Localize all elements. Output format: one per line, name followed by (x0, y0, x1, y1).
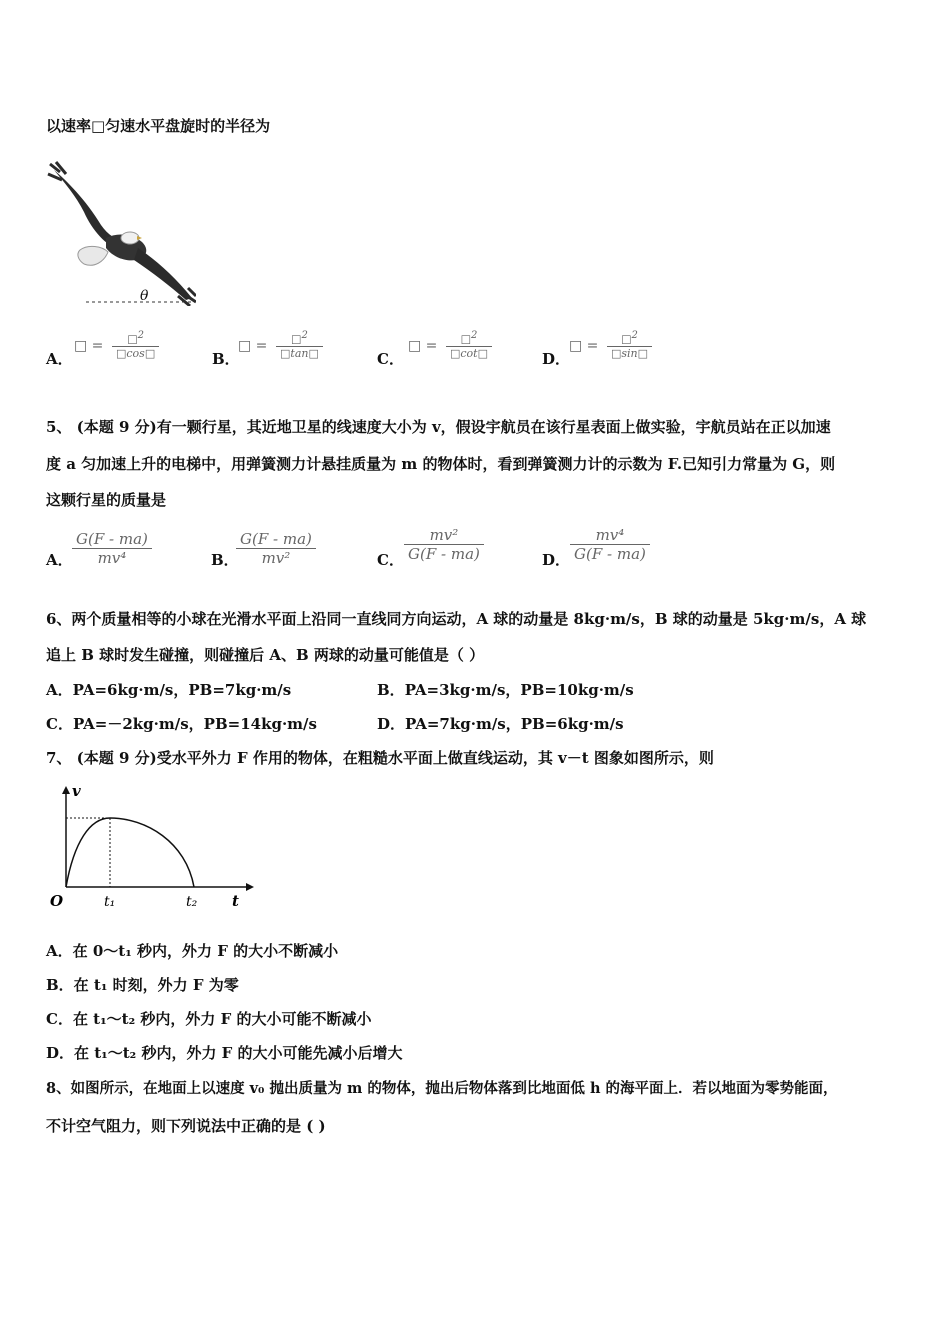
formula-num: mv² (429, 526, 459, 544)
formula-den: mv² (236, 548, 316, 567)
formula-num: □$^2$ (621, 330, 638, 346)
option-label: B． (212, 350, 240, 368)
q7-option-d[interactable]: D．在 t₁～t₂ 秒内，外力 F 的大小可能先减小后增大 (46, 1044, 403, 1062)
formula-den: mv⁴ (72, 548, 152, 567)
q6-option-b[interactable] (377, 680, 634, 700)
option-label: C． (46, 715, 73, 733)
q5-formula-a (72, 530, 152, 567)
formula-den: □cot□ (446, 346, 492, 360)
formula-den: □cos□ (112, 346, 159, 360)
option-text: PA=7kg·m/s，PB=6kg·m/s (405, 715, 624, 733)
option-text: PA=－2kg·m/s，PB=14kg·m/s (72, 715, 317, 733)
formula-den: G(F - ma) (570, 544, 650, 563)
q4-option-d[interactable] (542, 349, 570, 369)
option-label: D． (377, 715, 406, 733)
option-label: B． (377, 681, 405, 699)
formula-num: G(F - ma) (76, 530, 148, 548)
q5-option-d[interactable] (542, 550, 570, 570)
q7-stem: 7、 (本题 9 分)受水平外力 F 作用的物体，在粗糙水平面上做直线运动，其 v－t 图象如图所示，则 (46, 749, 714, 767)
q4-stem: 以速率□匀速水平盘旋时的半径为 (46, 117, 271, 135)
formula-den: □sin□ (607, 346, 652, 360)
t1-label: t₁ (104, 894, 116, 910)
q5-line3: 这颗行星的质量是 (46, 491, 167, 509)
option-text: PA=3kg·m/s，PB=10kg·m/s (404, 681, 634, 699)
q6-option-d[interactable] (377, 714, 624, 734)
option-label: D． (542, 551, 571, 569)
formula-lhs: □ = (238, 338, 268, 354)
option-label: A． (46, 681, 73, 699)
option-label: C． (377, 551, 404, 569)
formula-lhs: □ = (408, 338, 438, 354)
q4-option-b[interactable] (212, 349, 240, 369)
formula-num: G(F - ma) (240, 530, 312, 548)
q7-option-c[interactable]: C．在 t₁～t₂ 秒内，外力 F 的大小可能不断减小 (46, 1010, 372, 1028)
q6-line1: 6、两个质量相等的小球在光滑水平面上沿同一直线同方向运动，A 球的动量是 8kg·m/s，B 球的动量是 5kg·m/s，A 球 (46, 610, 867, 628)
q4-formula-b (240, 330, 323, 360)
q7-option-b[interactable]: B．在 t₁ 时刻，外力 F 为零 (46, 976, 239, 994)
formula-num: □$^2$ (127, 330, 144, 346)
q6-line2: 追上 B 球时发生碰撞，则碰撞后 A、B 两球的动量可能值是（ ） (46, 646, 485, 664)
formula-num: mv⁴ (595, 526, 625, 544)
formula-den: G(F - ma) (404, 544, 484, 563)
option-label: D． (542, 350, 571, 368)
option-label: B． (211, 551, 239, 569)
t2-label: t₂ (186, 894, 198, 910)
q4-formula-c (410, 330, 492, 360)
q4-option-c[interactable] (377, 349, 404, 369)
q6-option-c[interactable] (46, 714, 317, 734)
q5-option-c[interactable] (377, 550, 404, 570)
q5-line2: 度 a 匀加速上升的电梯中，用弹簧测力计悬挂质量为 m 的物体时，看到弹簧测力计的示数为 F.已知引力常量为 G，则 (46, 455, 836, 473)
q5-option-a[interactable] (46, 550, 73, 570)
formula-lhs: □ = (74, 338, 104, 354)
option-label: A． (46, 350, 73, 368)
formula-lhs: □ = (569, 338, 599, 354)
origin-label: O (50, 892, 64, 910)
q8-line2: 不计空气阻力，则下列说法中正确的是 ( ) (46, 1117, 326, 1135)
q5-line1: 5、 (本题 9 分)有一颗行星，其近地卫星的线速度大小为 v，假设宇航员在该行星表面上做实验，宇航员站在正以加速 (46, 418, 831, 436)
q7-option-a[interactable]: A．在 0～t₁ 秒内，外力 F 的大小不断减小 (46, 942, 339, 960)
q5-option-b[interactable] (211, 550, 239, 570)
q4-option-a[interactable] (46, 349, 73, 369)
formula-den: □tan□ (276, 346, 323, 360)
q4-formula-a (76, 330, 159, 360)
formula-num: □$^2$ (291, 330, 308, 346)
q5-formula-c (404, 526, 484, 563)
vt-graph (46, 782, 256, 912)
theta-label: θ (140, 288, 149, 304)
q5-formula-d (570, 526, 650, 563)
formula-num: □$^2$ (460, 330, 478, 346)
axis-v-label: v (72, 782, 81, 800)
q4-formula-d (571, 330, 652, 360)
q8-line1: 8、如图所示，在地面上以速度 v₀ 抛出质量为 m 的物体，抛出后物体落到比地面低 h 的海平面上．若以地面为零势能面， (46, 1080, 838, 1097)
axis-t-label: t (232, 892, 239, 910)
option-text: PA=6kg·m/s，PB=7kg·m/s (72, 681, 292, 699)
q5-formula-b (236, 530, 316, 567)
q6-option-a[interactable] (46, 680, 291, 700)
eagle-figure (46, 160, 196, 306)
option-label: A． (46, 551, 73, 569)
option-label: C． (377, 350, 404, 368)
